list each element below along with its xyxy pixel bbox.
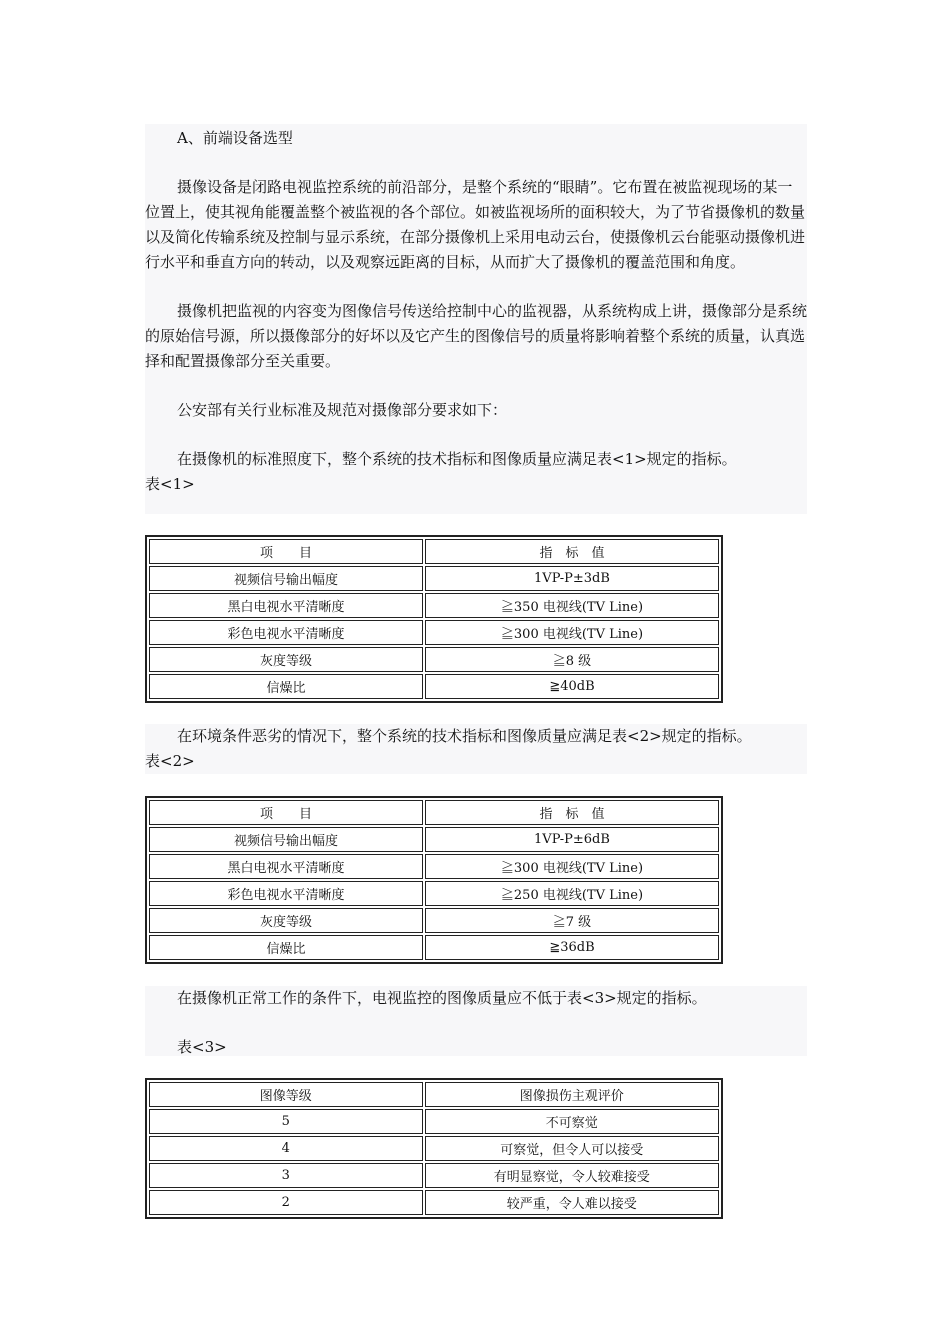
table1-caption: 表<1> bbox=[145, 475, 195, 493]
table-cell: 3 bbox=[149, 1163, 423, 1188]
table-row bbox=[149, 620, 719, 645]
table-row bbox=[149, 566, 719, 591]
table3-intro-section bbox=[145, 986, 807, 1056]
table-cell: 黑白电视水平清晰度 bbox=[149, 854, 423, 879]
table-row bbox=[149, 1163, 719, 1188]
table-cell: 黑白电视水平清晰度 bbox=[149, 593, 423, 618]
table-header-row bbox=[149, 539, 719, 564]
table-header-row bbox=[149, 1082, 719, 1107]
table-cell: 不可察觉 bbox=[425, 1109, 719, 1134]
table-row bbox=[149, 854, 719, 879]
table-cell: 信燥比 bbox=[149, 674, 423, 699]
paragraph-standards-intro: 公安部有关行业标准及规范对摄像部分要求如下： bbox=[177, 401, 508, 419]
table-cell: ≧300 电视线(TV Line) bbox=[425, 620, 719, 645]
table-cell: ≧350 电视线(TV Line) bbox=[425, 593, 719, 618]
table-cell: 视频信号输出幅度 bbox=[149, 827, 423, 852]
table-row bbox=[149, 1190, 719, 1215]
table-row bbox=[149, 881, 719, 906]
table-cell: 灰度等级 bbox=[149, 908, 423, 933]
table-cell: 2 bbox=[149, 1190, 423, 1215]
section-title: A、前端设备选型 bbox=[177, 129, 293, 147]
header-cell-value: 指 标 值 bbox=[425, 800, 719, 825]
paragraph-camera-role: 摄像机把监视的内容变为图像信号传送给控制中心的监视器，从系统构成上讲，摄像部分是系统的原始信号源，所以摄像部分的好坏以及它产生的图像信号的质量将影响着整个系统的质量，认真选择和配置摄像部分至关重要。 bbox=[145, 302, 808, 370]
header-cell-item: 项 目 bbox=[149, 800, 423, 825]
paragraph-camera-overview: 摄像设备是闭路电视监控系统的前沿部分，是整个系统的“眼睛”。它布置在被监视现场的某一位置上，使其视角能覆盖整个被监视的各个部位。如被监视场所的面积较大，为了节省摄像机的数量以及简化传输系统及控制与显示系统，在部分摄像机上采用电动云台，使摄像机云台能驱动摄像机进行水平和垂直方向的转动，以及观察远距离的目标，从而扩大了摄像机的覆盖范围和角度。 bbox=[145, 178, 806, 271]
table-cell: 可察觉，但令人可以接受 bbox=[425, 1136, 719, 1161]
table-header-row bbox=[149, 800, 719, 825]
paragraph-table1-intro: 在摄像机的标准照度下，整个系统的技术指标和图像质量应满足表<1>规定的指标。 bbox=[177, 450, 737, 468]
table-row bbox=[149, 908, 719, 933]
table-cell: 灰度等级 bbox=[149, 647, 423, 672]
table-cell: 视频信号输出幅度 bbox=[149, 566, 423, 591]
table-cell: ≧250 电视线(TV Line) bbox=[425, 881, 719, 906]
table-cell: ≧300 电视线(TV Line) bbox=[425, 854, 719, 879]
header-cell-value: 指 标 值 bbox=[425, 539, 719, 564]
table-cell: 5 bbox=[149, 1109, 423, 1134]
header-cell-item: 项 目 bbox=[149, 539, 423, 564]
table-cell: 1VP-P±6dB bbox=[425, 827, 719, 852]
header-cell-grade: 图像等级 bbox=[149, 1082, 423, 1107]
table-cell: 较严重，令人难以接受 bbox=[425, 1190, 719, 1215]
table-row bbox=[149, 1136, 719, 1161]
table2-caption: 表<2> bbox=[145, 752, 195, 770]
table-cell: 4 bbox=[149, 1136, 423, 1161]
paragraph-table2-intro: 在环境条件恶劣的情况下，整个系统的技术指标和图像质量应满足表<2>规定的指标。 bbox=[177, 727, 752, 745]
table-row bbox=[149, 593, 719, 618]
intro-section bbox=[145, 124, 807, 514]
table-cell: ≧7 级 bbox=[425, 908, 719, 933]
table-cell: ≧36dB bbox=[425, 935, 719, 960]
table-cell: 1VP-P±3dB bbox=[425, 566, 719, 591]
table-row bbox=[149, 1109, 719, 1134]
table-row bbox=[149, 674, 719, 699]
table-image-quality-grades bbox=[145, 1078, 723, 1219]
table2-intro-section bbox=[145, 724, 807, 774]
paragraph-table3-intro: 在摄像机正常工作的条件下，电视监控的图像质量应不低于表<3>规定的指标。 bbox=[177, 989, 707, 1007]
table-cell: 有明显察觉，令人较难接受 bbox=[425, 1163, 719, 1188]
table-cell: 彩色电视水平清晰度 bbox=[149, 881, 423, 906]
table-cell: 彩色电视水平清晰度 bbox=[149, 620, 423, 645]
table-cell: 信燥比 bbox=[149, 935, 423, 960]
table-row bbox=[149, 827, 719, 852]
header-cell-evaluation: 图像损伤主观评价 bbox=[425, 1082, 719, 1107]
table-harsh-conditions bbox=[145, 796, 723, 964]
table-cell: ≧8 级 bbox=[425, 647, 719, 672]
table-standard-illumination bbox=[145, 535, 723, 703]
table-row bbox=[149, 935, 719, 960]
table-row bbox=[149, 647, 719, 672]
table-cell: ≧40dB bbox=[425, 674, 719, 699]
table3-caption: 表<3> bbox=[177, 1038, 227, 1056]
